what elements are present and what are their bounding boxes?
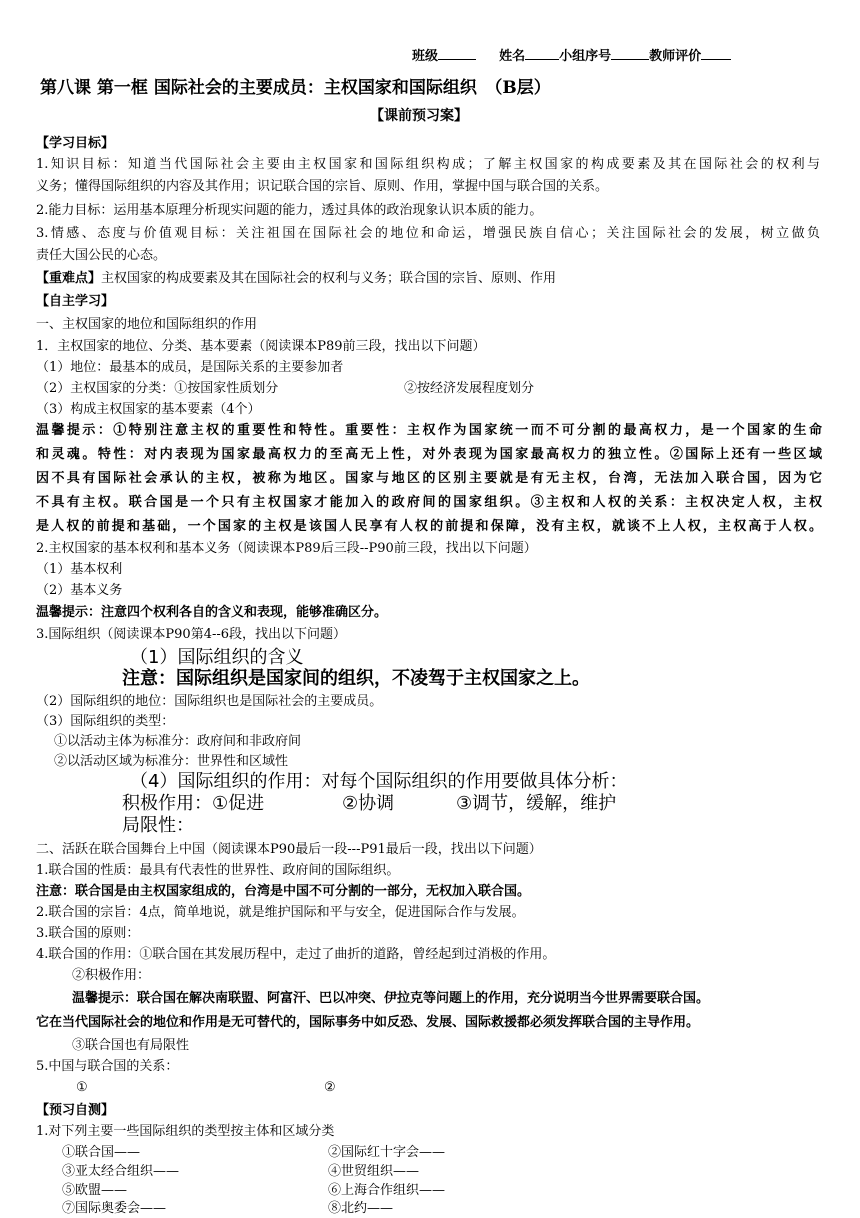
item-1-3c1: ①以活动主体为标准分：政府间和非政府间 [54,734,302,749]
goal-knowledge-1: 1.知识目标：知道当代国际社会主要由主权国家和国际组织构成；了解主权国家的构成要素及其在国际社会的权利与 [36,157,820,172]
goals-heading: 【学习目标】 [36,136,115,151]
org-item: ⑤欧盟—— [62,1183,128,1198]
item-2-5a: ① [76,1080,88,1095]
item-1-1b-b: ②按经济发展程度划分 [404,381,535,396]
item-1-2a: （1）基本权利 [36,562,123,577]
group-label: 小组序号 [559,49,612,64]
item-1-2: 2.主权国家的基本权利和基本义务（阅读课本P89后三段--P90前三段，找出以下问题） [36,541,537,556]
item-2-1: 1.联合国的性质：最具有代表性的世界性、政府间的国际组织。 [36,863,400,878]
name-blank[interactable] [525,46,559,60]
key-label: 【重难点】 [36,271,102,286]
section-subtitle: 【课前预习案】 [370,108,468,124]
item-1-3c: （3）国际组织的类型： [36,714,175,729]
item-1-1b-a: （2）主权国家的分类：①按国家性质划分 [36,381,279,396]
tip-1-line-5: 是人权的前提和基础，一个国家的主权是该国人民享有人权的前提和保障，没有主权，就谈不上人权，主权高于人权。 [36,519,822,534]
item-1-2b: （2）基本义务 [36,583,123,598]
org-item: ①联合国—— [62,1145,141,1160]
name-label: 姓名 [499,49,526,64]
test-heading: 【预习自测】 [36,1103,115,1118]
goal-knowledge-2: 义务；懂得国际组织的内容及其作用；识记联合国的宗旨、原则、作用，掌握中国与联合国的关系。 [36,179,609,194]
student-info-line [412,46,731,66]
group-blank[interactable] [611,46,649,60]
tip-3-line-1: 温馨提示：联合国在解决南联盟、阿富汗、巴以冲突、伊拉克等问题上的作用，充分说明当今世界需要联合国。 [72,991,710,1006]
note-2: 注意：联合国是由主权国家组成的，台湾是中国不可分割的一部分，无权加入联合国。 [36,884,531,899]
item-2-2: 2.联合国的宗旨：4点，简单地说，就是维护国际和平与安全，促进国际合作与发展。 [36,905,525,920]
item-1-3d-pos2: ②协调 [342,793,395,814]
item-1-3: 3.国际组织（阅读课本P90第4--6段，找出以下问题） [36,627,347,642]
item-2-5b: ② [324,1080,336,1095]
test-question-1: 1.对下列主要一些国际组织的类型按主体和区域分类 [36,1124,335,1139]
org-item: ④世贸组织—— [328,1164,420,1179]
item-1-3d-pos3: ③调节，缓解，维护 [456,793,617,814]
page-title: 第八课 第一框 国际社会的主要成员：主权国家和国际组织 （B层） [40,78,551,98]
goal-emotion-2: 责任大国公民的心态。 [36,248,167,263]
item-1-1c: （3）构成主权国家的基本要素（4个） [36,402,261,417]
tip-1-line-3: 因不具有国际社会承认的主权，被称为地区。国家与地区的区别主要就是有无主权，台湾，无法加入联合国，因为它 [36,471,822,486]
item-2-4b: ②积极作用： [72,968,151,983]
class-label: 班级 [412,49,439,64]
class-blank[interactable] [438,46,476,60]
tip-1-line-1: 温馨提示：①特别注意主权的重要性和特性。重要性：主权作为国家统一而不可分割的最高权力，是一个国家的生命 [36,423,822,438]
item-2-4c: ③联合国也有局限性 [72,1038,190,1053]
item-2-3: 3.联合国的原则： [36,926,140,941]
item-1-1a: （1）地位：最基本的成员，是国际关系的主要参加者 [36,360,344,375]
tip-1-line-4: 不具有主权。联合国是一个只有主权国家才能加入的政府间的国家组织。③主权和人权的关系：主权决定人权，主权 [36,495,822,510]
item-1-3c2: ②以活动区域为标准分：世界性和区域性 [54,754,289,769]
teacher-blank[interactable] [701,46,731,60]
org-item: ⑥上海合作组织—— [328,1183,446,1198]
key-points [36,270,556,288]
item-1-1: 1．主权国家的地位、分类、基本要素（阅读课本P89前三段，找出以下问题） [36,339,486,354]
item-2-4: 4.联合国的作用：①联合国在其发展历程中，走过了曲折的道路，曾经起到过消极的作用。 [36,947,556,962]
item-1-3d-lim: 局限性： [122,815,194,836]
item-1-3d-pos: 积极作用：①促进 [122,793,265,814]
section-one-title: 一、主权国家的地位和国际组织的作用 [36,317,258,332]
org-item: ⑦国际奥委会—— [62,1201,167,1216]
tip-3-line-2: 它在当代国际社会的地位和作用是无可替代的，国际事务中如反恐、发展、国际救援都必须发挥联合国的主导作用。 [36,1015,700,1030]
item-1-3d: （4）国际组织的作用：对每个国际组织的作用要做具体分析： [130,771,628,792]
goal-emotion-1: 3.情感、态度与价值观目标：关注祖国在国际社会的地位和命运，增强民族自信心；关注国际社会的发展，树立做负 [36,226,820,241]
org-item: ②国际红十字会—— [328,1145,446,1160]
goal-ability: 2.能力目标：运用基本原理分析现实问题的能力，透过具体的政治现象认识本质的能力。 [36,203,543,218]
self-study-heading: 【自主学习】 [36,294,115,309]
item-2-5: 5.中国与联合国的关系： [36,1059,179,1074]
note-1: 注意：国际组织是国家间的组织，不凌驾于主权国家之上。 [122,668,590,689]
item-1-3a: （1）国际组织的含义 [130,647,304,668]
section-two-title: 二、活跃在联合国舞台上中国（阅读课本P90最后一段---P91最后一段，找出以下问题） [36,842,542,857]
item-1-3b: （2）国际组织的地位：国际组织也是国际社会的主要成员。 [36,694,383,709]
tip-1-line-2: 和灵魂。特性：对内表现为国家最高权力的至高无上性，对外表现为国家最高权力的独立性。②国际上还有一些区域 [36,447,822,462]
org-item: ③亚太经合组织—— [62,1164,180,1179]
tip-2: 温馨提示：注意四个权利各自的含义和表现，能够准确区分。 [36,605,388,620]
org-item: ⑧北约—— [328,1201,394,1216]
key-text: 主权国家的构成要素及其在国际社会的权利与义务；联合国的宗旨、原则、作用 [101,271,557,286]
teacher-label: 教师评价 [649,49,702,64]
